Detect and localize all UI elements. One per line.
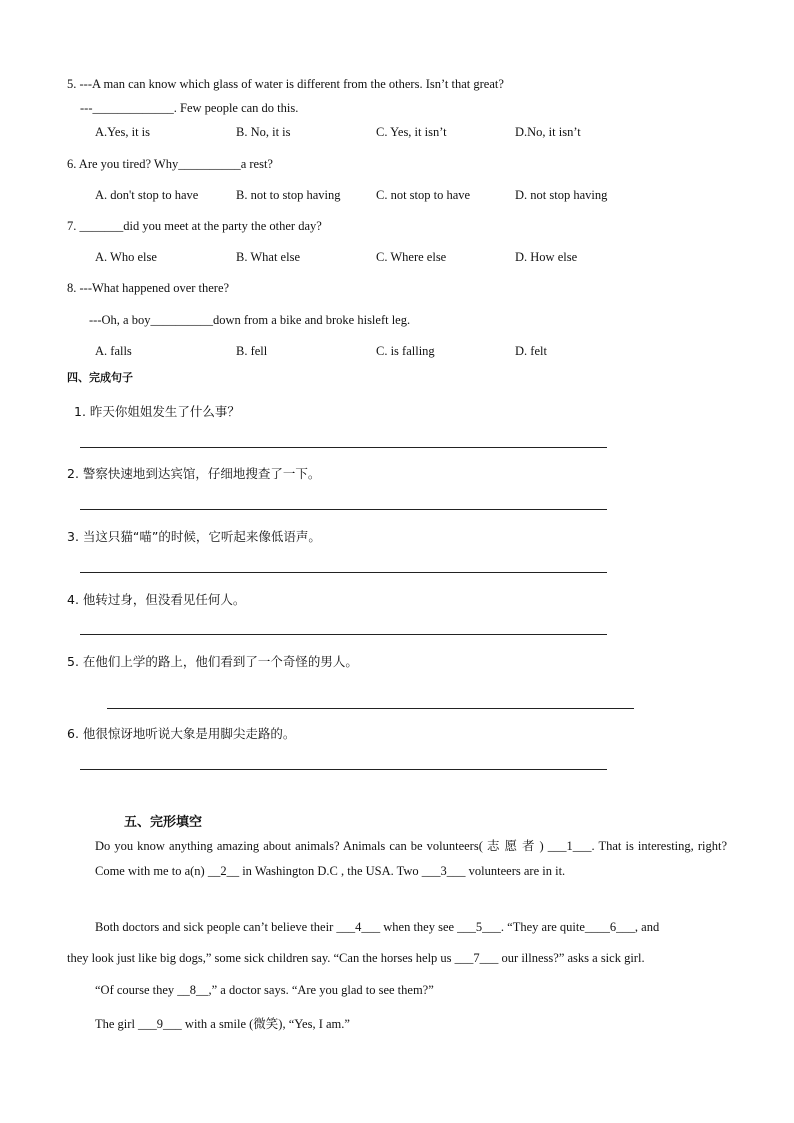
q5-answer-line: ---_____________. Few people can do this. [80, 101, 299, 115]
sentence-6-prompt: 6. 他很惊讶地听说大象是用脚尖走路的。 [67, 726, 296, 741]
sentence-1-prompt: 1. 昨天你姐姐发生了什么事？ [74, 404, 240, 419]
sentence-3-prompt: 3. 当这只猫“喵”的时候，它听起来像低语声。 [67, 529, 321, 544]
q7-stem: 7. _______did you meet at the party the other day? [67, 219, 322, 233]
q7-option-b: B. What else [236, 250, 300, 264]
q6-option-c: C. not stop to have [376, 188, 471, 202]
q6-option-b: B. not to stop having [236, 188, 341, 202]
section5-title: 五、完形填空 [124, 815, 203, 830]
q6-stem: 6. Are you tired? Why__________a rest? [67, 157, 273, 171]
q6-option-a: A. don't stop to have [95, 188, 199, 202]
sentence-3-answer-line[interactable] [80, 572, 607, 573]
q7-option-c: C. Where else [376, 250, 447, 264]
q8-option-c: C. is falling [376, 344, 435, 358]
sentence-4-answer-line[interactable] [80, 634, 607, 635]
sentence-2-prompt: 2. 警察快速地到达宾馆，仔细地搜查了一下。 [67, 466, 321, 481]
q6-option-d: D. not stop having [515, 188, 608, 202]
q7-option-a: A. Who else [95, 250, 157, 264]
q8-stem: 8. ---What happened over there? [67, 281, 230, 295]
cloze-paragraph-4: The girl ___9___ with a smile (微笑), “Yes, I am.” [95, 1017, 350, 1031]
q5-option-d: D.No, it isn’t [515, 125, 581, 139]
q8-answer-line: ---Oh, a boy__________down from a bike and broke hisleft leg. [89, 313, 411, 327]
cloze-paragraph-3: “Of course they __8__,” a doctor says. “Are you glad to see them?” [95, 983, 434, 997]
sentence-4-prompt: 4. 他转过身，但没看见任何人。 [67, 592, 246, 607]
q5-option-a: A.Yes, it is [95, 125, 150, 139]
cloze-paragraph-1: Do you know anything amazing about animals? Animals can be volunteers( 志 愿 者 ) ___1___. That is interesting, right? Come with me to a(n) __2__ in Washington D.C , the USA. Two ___3___ volunteers are in it. [95, 839, 727, 878]
q8-option-b: B. fell [236, 344, 268, 358]
q5-option-c: C. Yes, it isn’t [376, 125, 447, 139]
sentence-5-prompt: 5. 在他们上学的路上，他们看到了一个奇怪的男人。 [67, 654, 358, 669]
section4-title: 四、完成句子 [67, 371, 133, 384]
q8-option-a: A. falls [95, 344, 132, 358]
sentence-5-answer-line[interactable] [107, 708, 634, 709]
sentence-1-answer-line[interactable] [80, 447, 607, 448]
sentence-2-answer-line[interactable] [80, 509, 607, 510]
cloze-paragraph-2-line-1: Both doctors and sick people can’t believe their ___4___ when they see ___5___. “They are quite____6___, and [95, 920, 660, 934]
q7-option-d: D. How else [515, 250, 578, 264]
sentence-6-answer-line[interactable] [80, 769, 607, 770]
q8-option-d: D. felt [515, 344, 547, 358]
cloze-paragraph-2-line-2: they look just like big dogs,” some sick children say. “Can the horses help us ___7___ our illness?” asks a sick girl. [67, 951, 645, 965]
q5-stem: 5. ---A man can know which glass of water is different from the others. Isn’t that great? [67, 77, 504, 91]
q5-option-b: B. No, it is [236, 125, 291, 139]
